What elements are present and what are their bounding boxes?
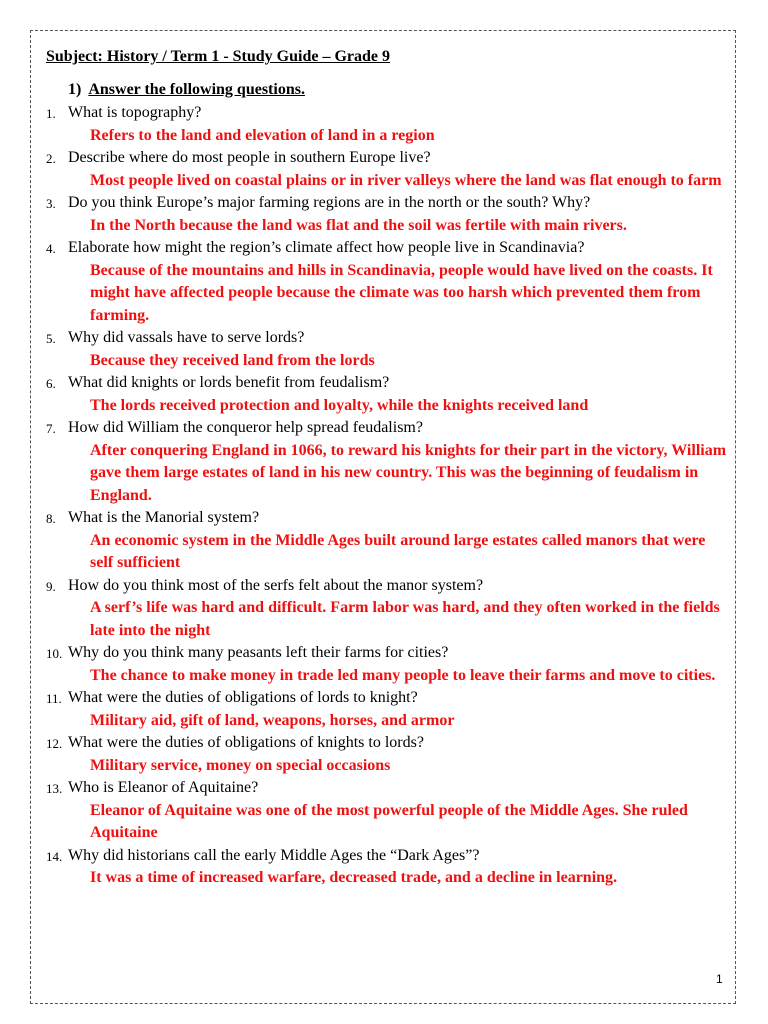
answer-text: Most people lived on coastal plains or in river valleys where the land was flat enough to farm	[90, 171, 722, 189]
answer-text: The lords received protection and loyalty, while the knights received land	[90, 396, 589, 414]
question-item	[0, 777, 768, 845]
question-text: What is topography?	[68, 104, 202, 121]
question-item	[0, 372, 768, 417]
question-text: What is the Manorial system?	[68, 509, 260, 526]
question-item	[0, 687, 768, 732]
question-item	[0, 147, 768, 192]
answer-text: Military service, money on special occasions	[90, 756, 391, 774]
document-title: Subject: History / Term 1 - Study Guide – Grade 9	[46, 48, 391, 65]
question-number: 5.	[46, 331, 56, 346]
question-number: 7.	[46, 421, 56, 436]
question-text: Do you think Europe’s major farming regions are in the north or the south? Why?	[68, 194, 591, 211]
answer-text: Because they received land from the lords	[90, 351, 375, 369]
question-text: How did William the conqueror help spread feudalism?	[68, 419, 423, 436]
section-number: 1)	[68, 81, 82, 98]
question-number: 4.	[46, 241, 56, 256]
question-item	[0, 192, 768, 237]
question-text: What were the duties of obligations of lords to knight?	[68, 689, 418, 706]
question-item	[0, 575, 768, 643]
answer-text: After conquering England in 1066, to reward his knights for their part in the victory, William gave them large estates of land in his new country. This was the beginning of feudalism in England.	[90, 441, 727, 504]
question-item	[0, 327, 768, 372]
question-list	[0, 102, 768, 890]
question-item	[0, 642, 768, 687]
question-number: 12.	[46, 736, 63, 751]
answer-text: In the North because the land was flat and the soil was fertile with main rivers.	[90, 216, 627, 234]
answer-text: A serf’s life was hard and difficult. Farm labor was hard, and they often worked in the fields late into the night	[90, 599, 720, 639]
question-text: What were the duties of obligations of knights to lords?	[68, 734, 424, 751]
question-item	[0, 845, 768, 890]
question-text: Why did vassals have to serve lords?	[68, 329, 305, 346]
question-number: 6.	[46, 376, 56, 391]
answer-text: Refers to the land and elevation of land in a region	[90, 126, 435, 144]
answer-text: Because of the mountains and hills in Scandinavia, people would have lived on the coasts. It might have affected people because the climate was too harsh which prevented them from farming.	[90, 261, 713, 324]
question-text: Why do you think many peasants left their farms for cities?	[68, 644, 449, 661]
section-heading	[68, 81, 305, 99]
question-number: 13.	[46, 781, 63, 796]
question-number: 8.	[46, 511, 56, 526]
question-text: How do you think most of the serfs felt about the manor system?	[68, 576, 484, 594]
question-item	[0, 237, 768, 327]
question-text: Describe where do most people in southern Europe live?	[68, 149, 431, 166]
page-number: 1	[716, 972, 723, 986]
section-label: Answer the following questions.	[88, 81, 305, 98]
question-item	[0, 507, 768, 575]
question-number: 10.	[46, 646, 63, 661]
answer-text: The chance to make money in trade led many people to leave their farms and move to cities.	[90, 666, 716, 684]
answer-text: An economic system in the Middle Ages built around large estates called manors that were self sufficient	[90, 531, 706, 571]
answer-text: Eleanor of Aquitaine was one of the most powerful people of the Middle Ages. She ruled Aquitaine	[90, 801, 688, 841]
question-text: What did knights or lords benefit from feudalism?	[68, 374, 390, 391]
question-number: 1.	[46, 106, 56, 121]
question-number: 14.	[46, 848, 63, 864]
question-number: 11.	[46, 691, 62, 706]
answer-text: Military aid, gift of land, weapons, horses, and armor	[90, 711, 455, 729]
question-text: Who is Eleanor of Aquitaine?	[68, 779, 259, 796]
question-text: Elaborate how might the region’s climate affect how people live in Scandinavia?	[68, 239, 585, 256]
question-number: 2.	[46, 151, 56, 166]
question-number: 9.	[46, 578, 56, 594]
question-item	[0, 732, 768, 777]
answer-text: It was a time of increased warfare, decreased trade, and a decline in learning.	[90, 869, 618, 886]
question-text: Why did historians call the early Middle Ages the “Dark Ages”?	[68, 846, 480, 864]
question-item	[0, 417, 768, 507]
question-item	[0, 102, 768, 147]
question-number: 3.	[46, 196, 56, 211]
